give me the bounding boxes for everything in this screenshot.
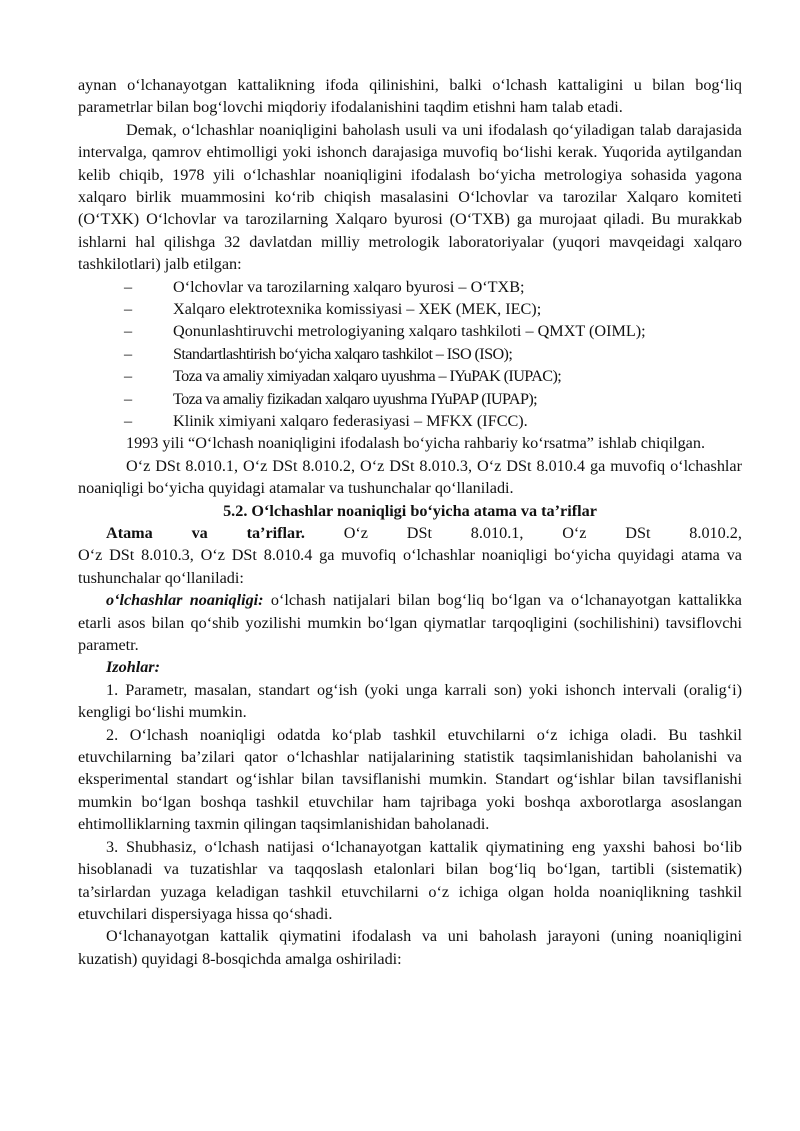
list-item: – Toza va amaliy ximiyadan xalqaro uyushma – IYuPAK (IUPAC); [78, 365, 742, 387]
paragraph-intro-continuation: aynan o‘lchanayotgan kattalikning ifoda qilinishini, balki o‘lchash kattaligini u bilan bog‘liq parametrlar bilan bog‘lovchi miqdoriy ifodalanishini taqdim etishni ham talab etadi. [78, 76, 742, 117]
definition-term: o‘lchashlar noaniqligi: [106, 591, 264, 610]
list-dash: – [124, 344, 133, 363]
terms-word: 8.010.1, [470, 524, 524, 543]
paragraph-terms-intro: O‘z DSt 8.010.3, O‘z DSt 8.010.4 ga muvofiq o‘lchashlar noaniqligi bo‘yicha quyidagi atama va tushunchalar qo‘llaniladi: [78, 546, 742, 587]
list-item: – Standartlashtirish bo‘yicha xalqaro tashkilot – ISO (ISO); [78, 343, 742, 365]
terms-word: O‘z [562, 524, 587, 543]
notes-heading: Izohlar: [106, 658, 160, 677]
list-item: – O‘lchovlar va tarozilarning xalqaro byurosi – O‘TXB; [78, 276, 742, 298]
terms-word: DSt [406, 524, 432, 543]
list-dash: – [124, 300, 133, 319]
section-heading: 5.2. O‘lchashlar noaniqligi bo‘yicha atama va ta’riflar [223, 501, 597, 520]
list-item: – Xalqaro elektrotexnika komissiyasi – XEK (MEK, IEC); [78, 298, 742, 320]
paragraph-process: O‘lchanayotgan kattalik qiymatini ifodalash va uni baholash jarayoni (uning noaniqligini kuzatish) quyidagi 8-bosqichda amalga oshiriladi: [78, 927, 742, 968]
terms-word: 8.010.2, [689, 524, 742, 543]
terms-intro-line [78, 522, 742, 544]
list-dash: – [124, 412, 133, 430]
terms-word: Atama [106, 524, 153, 543]
terms-word: DSt [625, 524, 651, 543]
note-1: 1. Parametr, masalan, standart og‘ish (yoki unga karrali son) yoki ishonch intervali (oralig‘i) kengligi bo‘lishi mumkin. [78, 680, 742, 722]
paragraph-standards: O‘z DSt 8.010.1, O‘z DSt 8.010.2, O‘z DSt 8.010.3, O‘z DSt 8.010.4 ga muvofiq o‘lchashlar noaniqligi bo‘yicha quyidagi atamalar va tushunchalar qo‘llaniladi. [78, 456, 742, 498]
definition-text: o‘lchash natijalari bilan bog‘liq bo‘lgan va o‘lchanayotgan kattalikka etarli asos bilan qo‘shib yozilishi mumkin bo‘lgan qiymatlar tarqoqligini (sochilishini) tavsiflovchi parametr. [78, 591, 742, 655]
terms-word: O‘z [343, 524, 368, 543]
definition-paragraph [78, 589, 742, 656]
organizations-list [78, 276, 742, 433]
list-dash: – [124, 322, 133, 341]
note-2: 2. O‘lchash noaniqligi odatda ko‘plab tashkil etuvchilarni o‘z ichiga oladi. Bu tashkil etuvchilarning ba’zilari qator o‘lchashlar natijalarining statistik taqsimlanishidan baholanishi va eksperimental standart og‘ishlar bilan tavsiflanishi mumkin. Standart og‘ishlar bilan tavsiflanishi mumkin bo‘lgan boshqa tashkil etuvchilar ham tajribaga yoki boshqa axborotlarga asoslangan ehtimolliklarning taxmin qilingan taqsimlanishidan baholanadi. [78, 725, 742, 834]
terms-word: va [191, 524, 208, 543]
paragraph-1993: 1993 yili “O‘lchash noaniqligini ifodalash bo‘yicha rahbariy ko‘rsatma” ishlab chiqilgan. [126, 434, 705, 453]
note-3: 3. Shubhasiz, o‘lchash natijasi o‘lchanayotgan kattalik qiymatining eng yaxshi bahosi bo‘lib hisoblanadi va tuzatishlar va taqqoslash etalonlari bilan bog‘liq bo‘lgan, tartibli (sistematik) ta’sirlardan yuzaga keladigan tashkil etuvchilarni o‘z ichiga olgan holda noaniqlikning tashkil etuvchilari dispersiyaga hissa qo‘shadi. [78, 837, 742, 923]
paragraph-demak: Demak, o‘lchashlar noaniqligini baholash usuli va uni ifodalash qo‘yiladigan talab darajasida intervalga, qamrov ehtimolligi yoki ishonch darajasiga muvofiq bo‘lishi kerak. Yuqorida aytilgandan kelib chiqib, 1978 yili o‘lchashlar noaniqligini ifodalash bo‘yicha metrologiya sohasida yagona xalqaro birlik muammosini ko‘rib chiqish masalasini O‘lchovlar va tarozilar Xalqaro komiteti (O‘TXK) O‘lchovlar va tarozilarning Xalqaro byurosi (O‘TXB) ga murojaat qiladi. Bu murakkab ishlarni hal qilishga 32 davlatdan milliy metrologik laboratoriyalar (yuqori mavqeidagi xalqaro tashkilotlari) jalb etilgan: [78, 120, 742, 274]
list-dash: – [124, 367, 133, 386]
list-item: – Klinik ximiyani xalqaro federasiyasi – MFKX (IFCC). [78, 410, 742, 432]
terms-word: ta’riflar. [246, 524, 305, 543]
list-dash: – [124, 389, 133, 408]
list-item: – Toza va amaliy fizikadan xalqaro uyushma IYuPAP (IUPAP); [78, 388, 742, 410]
document-page [78, 74, 742, 970]
list-item: – Qonunlashtiruvchi metrologiyaning xalqaro tashkiloti – QMXT (OIML); [78, 320, 742, 342]
list-dash: – [124, 277, 133, 296]
